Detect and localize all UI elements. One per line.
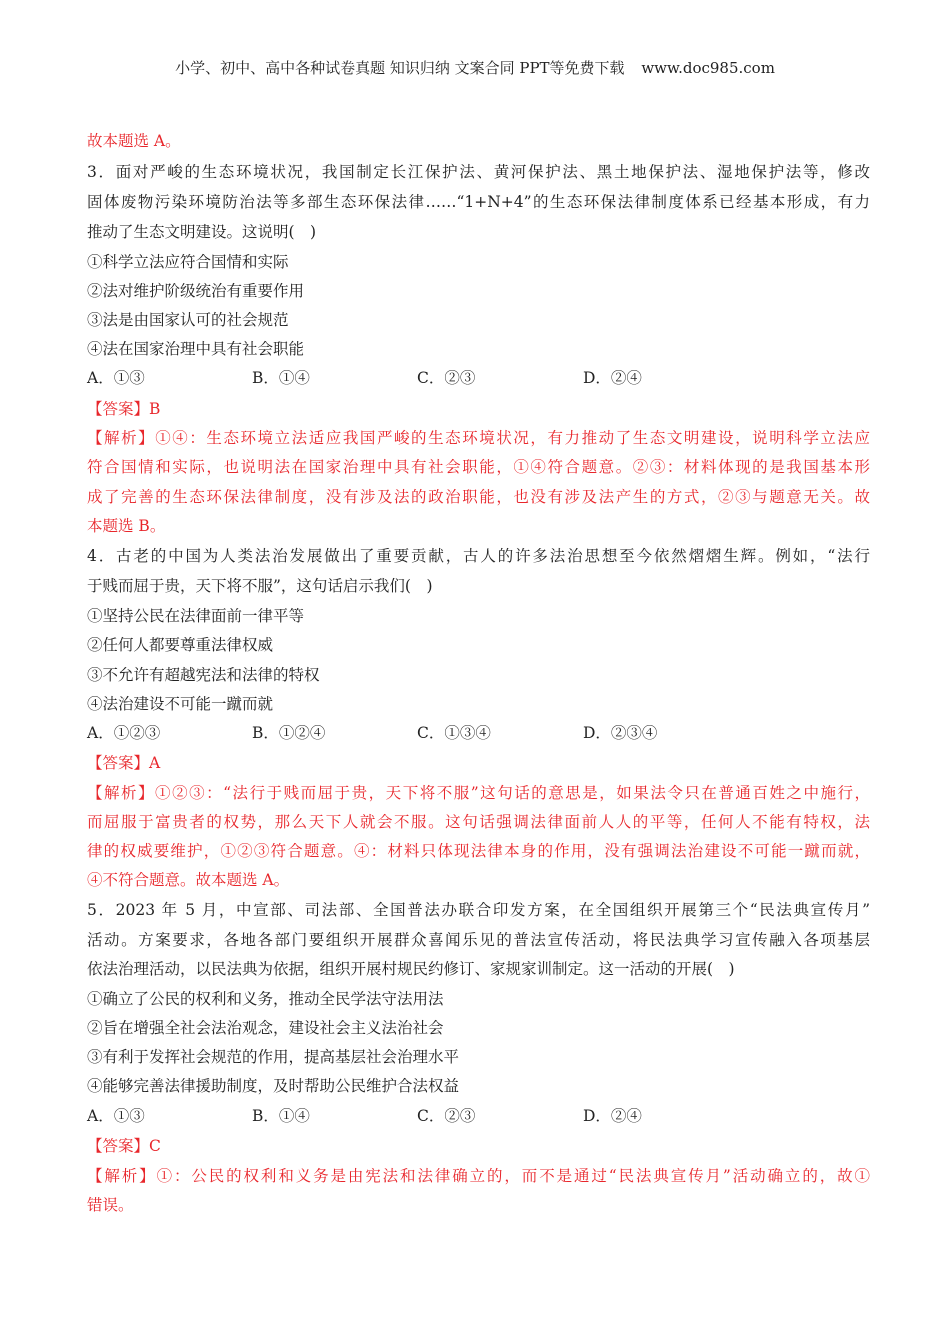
question-stem-line: 固体废物污染环境防治法等多部生态环保法律……“1+N+4”的生态环保法律制度体系已经基本形成，有力 [87,193,870,211]
statement-item: ④法在国家治理中具有社会职能 [87,340,305,358]
question-stem-line: 活动。方案要求，各地各部门要组织开展群众喜闻乐见的普法宣传活动，将民法典学习宣传融入各项基层 [87,931,870,949]
statement-item: ①确立了公民的权利和义务，推动全民学法守法用法 [87,990,444,1008]
analysis-line: 错误。 [87,1196,134,1214]
analysis-line: 【解析】①②③：“法行于贱而屈于贵，天下将不服”这句话的意思是，如果法令只在普通百姓之中施行， [87,784,870,802]
statement-item: ②旨在增强全社会法治观念，建设社会主义法治社会 [87,1019,444,1037]
analysis-line: 【解析】①：公民的权利和义务是由宪法和法律确立的，而不是通过“民法典宣传月”活动确立的，故① [87,1167,870,1185]
answer-label: 【答案】A [87,754,161,772]
answer-option: C．②③ [417,1107,476,1125]
question-stem-line: 3．面对严峻的生态环境状况，我国制定长江保护法、黄河保护法、黑土地保护法、湿地保护法等，修改 [87,163,870,181]
header-text: 小学、初中、高中各种试卷真题 知识归纳 文案合同 PPT等免费下载 [175,59,625,77]
statement-item: ④能够完善法律援助制度，及时帮助公民维护合法权益 [87,1077,460,1095]
question-stem-line: 4．古老的中国为人类法治发展做出了重要贡献，古人的许多法治思想至今依然熠熠生辉。例如，“法行 [87,547,870,565]
question-stem-line: 依法治理活动，以民法典为依据，组织开展村规民约修订、家规家训制定。这一活动的开展( ) [87,960,735,978]
answer-option: D．②④ [583,369,642,387]
statement-item: ①坚持公民在法律面前一律平等 [87,607,305,625]
previous-conclusion: 故本题选 A。 [87,132,181,150]
statement-item: ③有利于发挥社会规范的作用，提高基层社会治理水平 [87,1048,460,1066]
page-header [0,57,950,78]
statement-item: ②法对维护阶级统治有重要作用 [87,282,305,300]
analysis-line: 律的权威要维护，①②③符合题意。④：材料只体现法律本身的作用，没有强调法治建设不可能一蹴而就， [87,842,870,860]
statement-item: ①科学立法应符合国情和实际 [87,253,289,271]
answer-label: 【答案】B [87,400,161,418]
answer-option: C．②③ [417,369,476,387]
statement-item: ④法治建设不可能一蹴而就 [87,695,274,713]
analysis-line: ④不符合题意。故本题选 A。 [87,871,290,889]
question-stem-line: 5．2023 年 5 月，中宣部、司法部、全国普法办联合印发方案，在全国组织开展第三个“民法典宣传月” [87,901,870,919]
analysis-line: 【解析】①④：生态环境立法适应我国严峻的生态环境状况，有力推动了生态文明建设，说明科学立法应 [87,429,870,447]
statement-item: ②任何人都要尊重法律权威 [87,636,274,654]
analysis-line: 成了完善的生态环保法律制度，没有涉及法的政治职能，也没有涉及法产生的方式，②③与题意无关。故 [87,488,870,506]
answer-option: D．②④ [583,1107,642,1125]
answer-option: B．①④ [252,369,310,387]
analysis-line: 本题选 B。 [87,517,166,535]
analysis-line: 符合国情和实际，也说明法在国家治理中具有社会职能，①④符合题意。②③：材料体现的是我国基本形 [87,458,870,476]
analysis-line: 而屈服于富贵者的权势，那么天下人就会不服。这句话强调法律面前人人的平等，任何人不能有特权，法 [87,813,870,831]
answer-option: D．②③④ [583,724,658,742]
answer-option: A．①③ [87,369,145,387]
answer-option: B．①②④ [252,724,326,742]
header-url[interactable]: www.doc985.com [641,59,775,77]
statement-item: ③不允许有超越宪法和法律的特权 [87,666,320,684]
question-stem-line: 推动了生态文明建设。这说明( ) [87,223,317,241]
answer-option: A．①③ [87,1107,145,1125]
question-stem-line: 于贱而屈于贵，天下将不服”，这句话启示我们( ) [87,577,433,595]
answer-option: B．①④ [252,1107,310,1125]
answer-option: C．①③④ [417,724,491,742]
answer-label: 【答案】C [87,1137,161,1155]
statement-item: ③法是由国家认可的社会规范 [87,311,289,329]
answer-option: A．①②③ [87,724,161,742]
